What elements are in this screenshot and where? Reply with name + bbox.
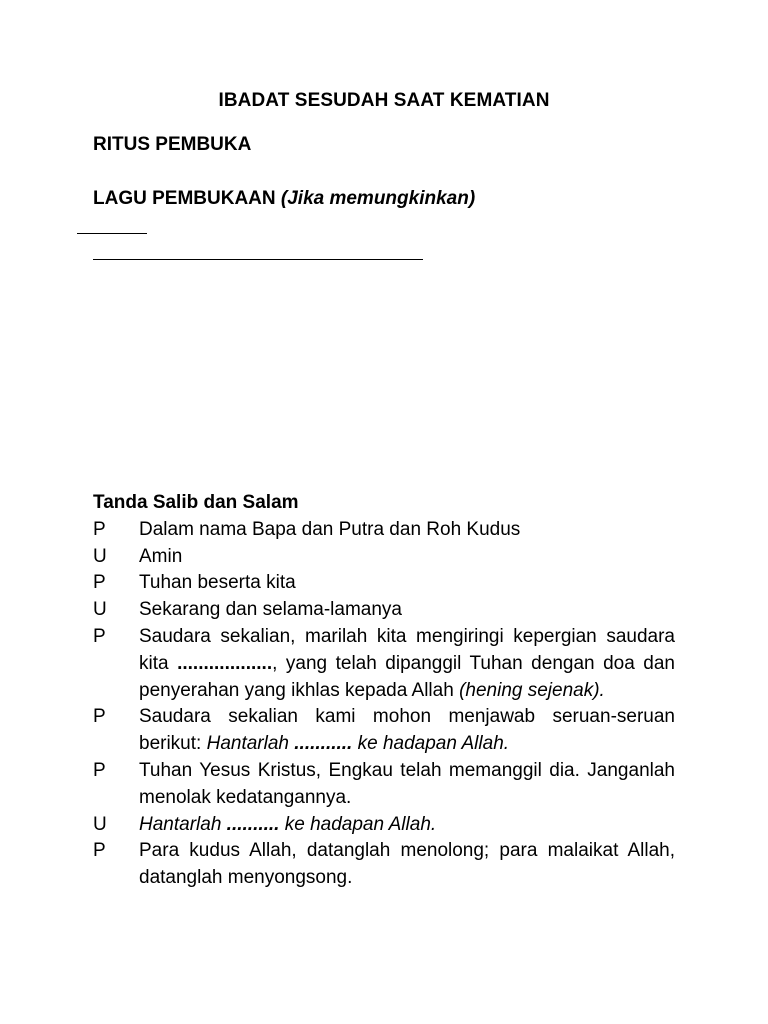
role-label: U [93,545,107,567]
role-label: P [93,840,106,862]
lagu-heading [93,188,475,210]
role-label: P [93,706,106,728]
lagu-heading-note: (Jika memungkinkan) [280,188,476,209]
line-text: Tuhan beserta kita [139,572,296,594]
name-placeholder-dots: ........... [294,733,353,755]
response-text: ke hadapan Allah. [352,733,510,755]
role-label: P [93,518,106,540]
liturgy-section [93,490,675,892]
name-placeholder-dots: .......... [226,813,280,835]
role-label: U [93,599,107,621]
line-text: Para kudus Allah, datanglah menolong; para malaikat Allah, datanglah menyongsong. [139,840,675,889]
liturgy-line [93,597,675,624]
short-blank-line [77,233,147,234]
line-text: Sekarang dan selama-lamanya [139,599,402,621]
response-text: ke hadapan Allah. [279,813,437,835]
line-text [139,812,675,839]
line-text-part: , yang telah dipanggil Tuhan dengan doa dan penyerahan yang ikhlas kepada Allah [139,652,675,701]
liturgy-line [93,544,675,571]
liturgy-line [93,570,675,597]
liturgy-line [93,517,675,544]
line-text [139,704,675,758]
liturgy-line [93,624,675,704]
name-placeholder-dots: .................. [177,652,273,674]
lagu-heading-text: LAGU PEMBUKAAN [93,188,276,209]
response-text: Hantarlah [139,813,227,835]
line-text: Tuhan Yesus Kristus, Engkau telah memanggil dia. Janganlah menolak kedatangannya. [139,759,675,808]
ritus-heading: RITUS PEMBUKA [93,134,252,155]
line-text [139,624,675,704]
liturgy-line [93,704,675,758]
response-text: Hantarlah [206,733,295,755]
role-label: P [93,759,106,781]
role-label: P [93,625,106,647]
line-text: Dalam nama Bapa dan Putra dan Roh Kudus [139,518,521,540]
line-text-part: Saudara sekalian kami mohon menjawab seruan-seruan berikut: [139,706,675,755]
role-label: U [93,813,107,835]
role-label: P [93,572,106,594]
liturgy-line [93,758,675,812]
long-blank-line [93,259,423,260]
section-title: Tanda Salib dan Salam [93,492,299,513]
rubric-note: (hening sejenak). [459,679,605,701]
line-text: Amin [139,545,183,567]
document-title: IBADAT SESUDAH SAAT KEMATIAN [218,90,550,111]
liturgy-line [93,838,675,892]
line-text-part: Saudara sekalian, marilah kita mengiringi kepergian saudara kita [139,625,675,674]
liturgy-line [93,812,675,839]
